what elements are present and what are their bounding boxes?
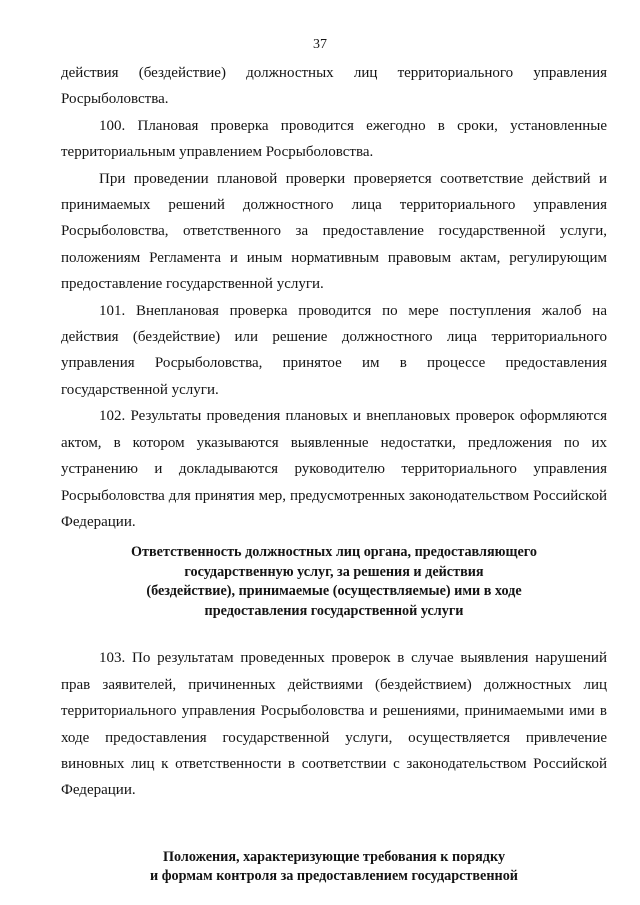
section-heading-control <box>61 848 607 887</box>
paragraph-continuation-end: Росрыболовства. <box>61 91 169 108</box>
section-heading-responsibility <box>61 543 607 621</box>
paragraph-102: 102. Результаты проведения плановых и внеплановых проверок оформляются актом, в котором указываются выявленные недостатки, предложения по их устранению и докладываются руководителю территориального управления Росрыболовства для принятия мер, предусмотренных законодательством Российской Федерации. <box>61 408 607 530</box>
heading-line: государственную услуг, за решения и действия <box>184 563 484 580</box>
heading-line: (бездействие), принимаемые (осуществляемые) ими в ходе <box>146 583 522 600</box>
paragraph-103: 103. По результатам проведенных проверок в случае выявления нарушений прав заявителей, причиненных действиями (бездействием) должностных лиц территориального управления Росрыболовства и решениями, принимаемыми ими в ходе предоставления государственной услуги, осуществляется привлечение виновных лиц к ответственности в соответствии с законодательством Российской Федерации. <box>61 650 607 799</box>
paragraph-planned-check: При проведении плановой проверки проверяется соответствие действий и принимаемых решений должностного лица территориального управления Росрыболовства, ответственного за предоставление государственной услуги, положениям Регламента и иным нормативным правовым актам, регулирующим предоставление государственной услуги. <box>61 170 607 293</box>
heading-line: предоставления государственной услуги <box>204 602 464 619</box>
heading-line: Положения, характеризующие требования к порядку <box>162 848 506 865</box>
paragraph-101: 101. Внеплановая проверка проводится по мере поступления жалоб на действия (бездействие) или решение должностного лица территориального управления Росрыболовства, принятое им в процессе предоставления государственной услуги. <box>61 302 607 398</box>
heading-line: Ответственность должностных лиц органа, предоставляющего <box>131 544 537 561</box>
heading-line: и формам контроля за предоставлением государственной <box>150 868 518 885</box>
paragraph-continuation-line: действия (бездействие) должностных лиц территориального управления <box>61 65 607 81</box>
paragraph-100: 100. Плановая проверка проводится ежегодно в сроки, установленные территориальным управлением Росрыболовства. <box>61 117 607 161</box>
page-number: 37 <box>313 37 327 52</box>
document-body <box>61 60 607 887</box>
